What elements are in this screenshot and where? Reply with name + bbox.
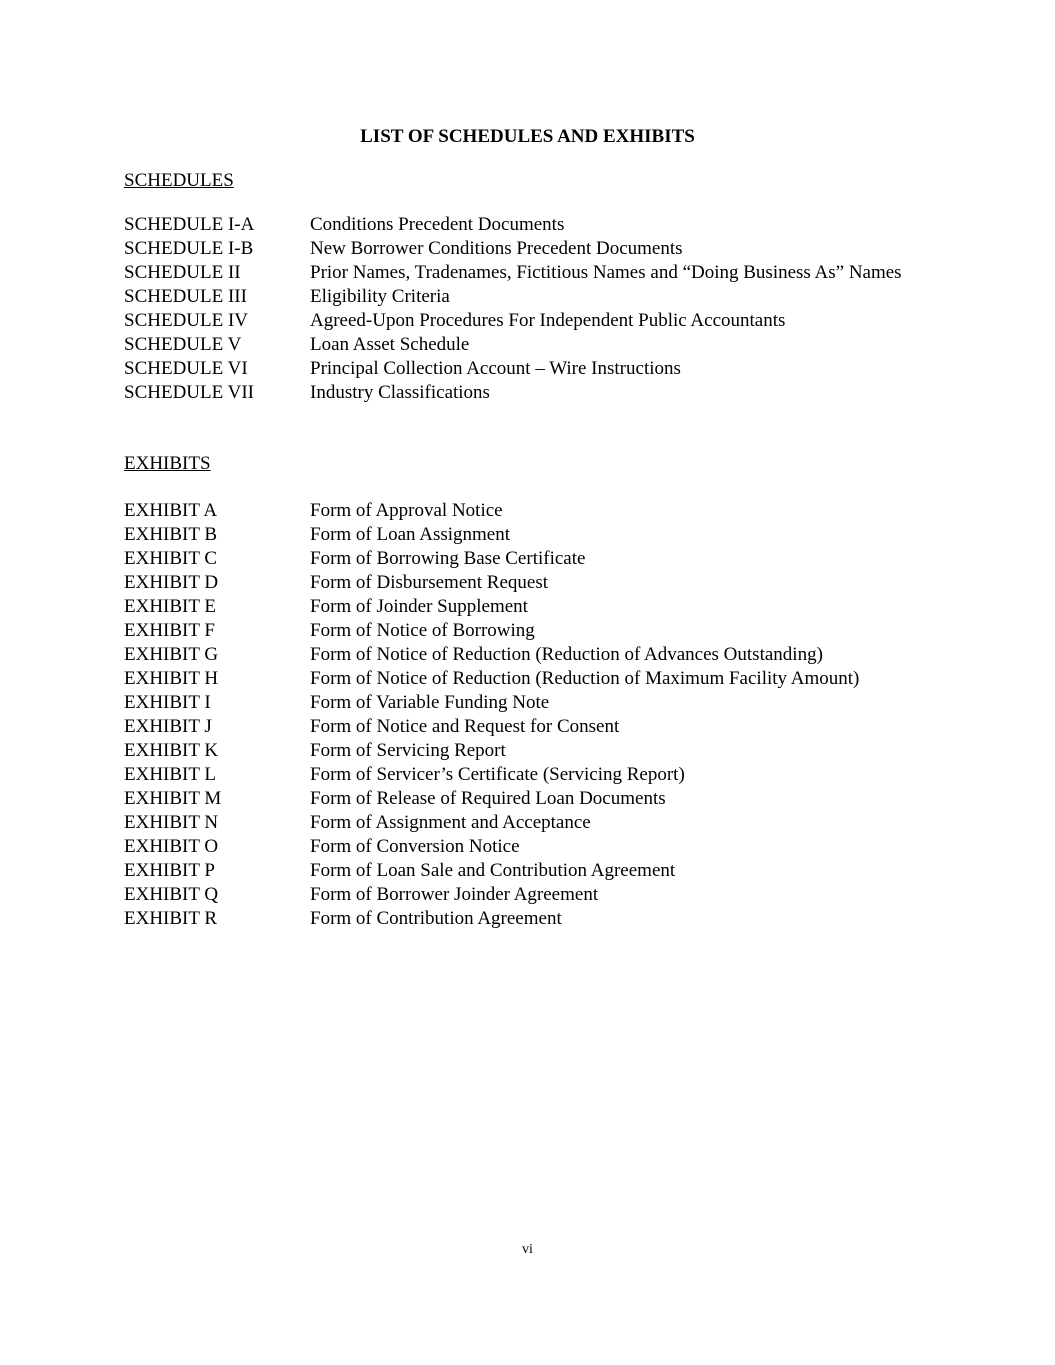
item-code: EXHIBIT F — [124, 620, 215, 641]
list-item — [124, 859, 915, 883]
item-description: Form of Assignment and Acceptance — [310, 812, 591, 833]
list-item — [124, 237, 915, 261]
item-description: Form of Conversion Notice — [310, 836, 520, 857]
item-code: EXHIBIT B — [124, 524, 218, 545]
item-code: EXHIBIT Q — [124, 884, 219, 905]
item-code: SCHEDULE VII — [124, 382, 255, 403]
item-code: SCHEDULE V — [124, 334, 242, 355]
list-item — [124, 309, 915, 333]
exhibits-heading: EXHIBITS — [124, 453, 211, 474]
item-code: SCHEDULE III — [124, 286, 247, 307]
list-item — [124, 571, 915, 595]
list-item — [124, 715, 915, 739]
list-item — [124, 883, 915, 907]
item-description: Form of Contribution Agreement — [310, 908, 562, 929]
schedules-list — [124, 213, 915, 405]
item-description: Form of Borrowing Base Certificate — [310, 548, 586, 569]
item-description: Form of Loan Assignment — [310, 524, 511, 545]
item-description: Agreed-Upon Procedures For Independent Public Accountants — [310, 310, 786, 331]
item-description: Form of Notice of Borrowing — [310, 620, 535, 641]
item-description: Principal Collection Account – Wire Instructions — [310, 358, 681, 379]
item-code: EXHIBIT G — [124, 644, 219, 665]
list-item — [124, 285, 915, 309]
list-item — [124, 357, 915, 381]
list-item — [124, 667, 915, 691]
page-title: LIST OF SCHEDULES AND EXHIBITS — [360, 126, 695, 147]
item-code: EXHIBIT M — [124, 788, 222, 809]
item-code: EXHIBIT R — [124, 908, 218, 929]
item-code: EXHIBIT I — [124, 692, 211, 713]
item-description: New Borrower Conditions Precedent Documents — [310, 238, 683, 259]
item-description: Form of Servicer’s Certificate (Servicing Report) — [310, 764, 685, 785]
item-code: EXHIBIT L — [124, 764, 216, 785]
item-description: Prior Names, Tradenames, Fictitious Names and “Doing Business As” Names — [310, 262, 902, 283]
list-item — [124, 739, 915, 763]
item-code: SCHEDULE IV — [124, 310, 249, 331]
item-description: Conditions Precedent Documents — [310, 214, 565, 235]
item-description: Form of Notice of Reduction (Reduction of Maximum Facility Amount) — [310, 668, 860, 689]
item-code: EXHIBIT D — [124, 572, 219, 593]
list-item — [124, 811, 915, 835]
list-item — [124, 787, 915, 811]
item-description: Form of Borrower Joinder Agreement — [310, 884, 599, 905]
item-code: SCHEDULE I-B — [124, 238, 254, 259]
list-item — [124, 261, 915, 285]
list-item — [124, 595, 915, 619]
list-item — [124, 691, 915, 715]
item-description: Form of Approval Notice — [310, 500, 503, 521]
item-code: EXHIBIT C — [124, 548, 218, 569]
list-item — [124, 381, 915, 405]
list-item — [124, 619, 915, 643]
item-description: Form of Variable Funding Note — [310, 692, 550, 713]
list-item — [124, 907, 915, 931]
item-code: EXHIBIT N — [124, 812, 219, 833]
item-code: EXHIBIT E — [124, 596, 216, 617]
item-code: SCHEDULE II — [124, 262, 241, 283]
item-code: EXHIBIT J — [124, 716, 212, 737]
item-code: SCHEDULE I-A — [124, 214, 255, 235]
item-code: EXHIBIT P — [124, 860, 215, 881]
item-description: Form of Notice of Reduction (Reduction of Advances Outstanding) — [310, 644, 823, 665]
item-description: Form of Notice and Request for Consent — [310, 716, 620, 737]
item-code: EXHIBIT O — [124, 836, 219, 857]
list-item — [124, 835, 915, 859]
exhibits-list — [124, 499, 915, 931]
item-description: Form of Servicing Report — [310, 740, 506, 761]
list-item — [124, 547, 915, 571]
page-number: vi — [522, 1242, 533, 1257]
item-description: Form of Release of Required Loan Documents — [310, 788, 666, 809]
list-item — [124, 523, 915, 547]
list-item — [124, 333, 915, 357]
item-code: SCHEDULE VI — [124, 358, 248, 379]
list-item — [124, 499, 915, 523]
item-code: EXHIBIT H — [124, 668, 219, 689]
item-description: Form of Disbursement Request — [310, 572, 549, 593]
item-description: Form of Joinder Supplement — [310, 596, 528, 617]
item-description: Form of Loan Sale and Contribution Agreement — [310, 860, 676, 881]
list-item — [124, 643, 915, 667]
list-item — [124, 763, 915, 787]
list-item — [124, 213, 915, 237]
item-code: EXHIBIT K — [124, 740, 219, 761]
item-description: Eligibility Criteria — [310, 286, 450, 307]
item-description: Loan Asset Schedule — [310, 334, 470, 355]
item-code: EXHIBIT A — [124, 500, 218, 521]
item-description: Industry Classifications — [310, 382, 490, 403]
schedules-heading: SCHEDULES — [124, 170, 234, 191]
